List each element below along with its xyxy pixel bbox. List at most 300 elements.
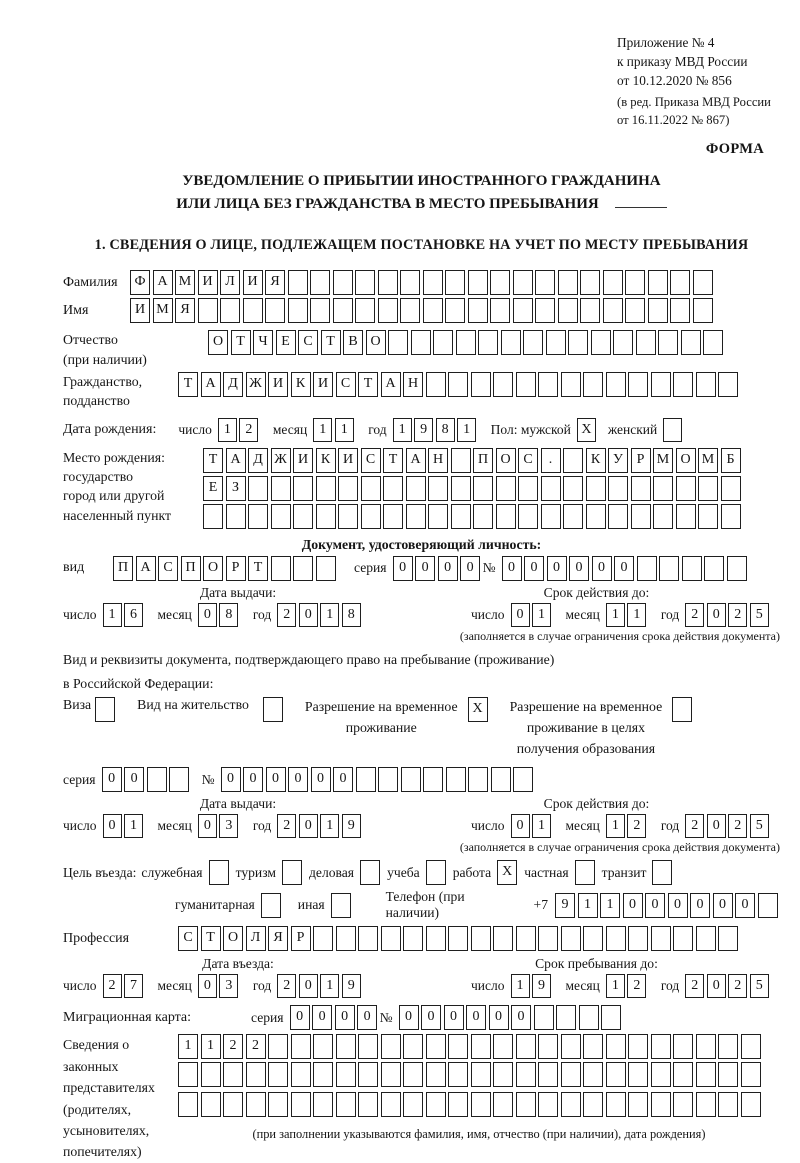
form-cell[interactable]: 2 (685, 974, 704, 998)
form-cell[interactable]: 0 (311, 767, 331, 792)
form-cell[interactable] (490, 270, 510, 295)
form-cell[interactable] (603, 298, 623, 323)
birth-month-cells[interactable] (313, 418, 356, 442)
form-cell[interactable]: П (181, 556, 201, 581)
form-cell[interactable] (648, 298, 668, 323)
form-cell[interactable]: 0 (299, 814, 318, 838)
form-cell[interactable]: 0 (335, 1005, 355, 1030)
form-cell[interactable] (586, 476, 606, 501)
form-cell[interactable]: 3 (219, 814, 238, 838)
form-cell[interactable] (628, 1092, 648, 1117)
form-cell[interactable]: 0 (243, 767, 263, 792)
form-cell[interactable] (583, 926, 603, 951)
form-cell[interactable]: С (518, 448, 538, 473)
form-cell[interactable] (471, 1062, 491, 1087)
form-cell[interactable] (636, 330, 656, 355)
form-cell[interactable] (583, 372, 603, 397)
form-cell[interactable] (718, 1062, 738, 1087)
form-cell[interactable]: 0 (290, 1005, 310, 1030)
form-cell[interactable] (628, 1034, 648, 1059)
form-cell[interactable] (336, 1034, 356, 1059)
form-cell[interactable]: А (153, 270, 173, 295)
form-cell[interactable]: 0 (415, 556, 435, 581)
form-cell[interactable] (426, 860, 446, 885)
form-cell[interactable]: 5 (750, 974, 769, 998)
entry-year-cells[interactable] (277, 974, 363, 998)
form-cell[interactable] (316, 476, 336, 501)
form-cell[interactable] (198, 298, 218, 323)
residence-series-cells[interactable] (102, 767, 192, 792)
form-cell[interactable] (403, 1034, 423, 1059)
form-cell[interactable]: 5 (750, 603, 769, 627)
form-cell[interactable] (516, 926, 536, 951)
form-cell[interactable]: 2 (728, 603, 747, 627)
form-cell[interactable] (558, 298, 578, 323)
form-cell[interactable] (248, 476, 268, 501)
form-cell[interactable] (568, 330, 588, 355)
form-cell[interactable] (268, 1092, 288, 1117)
purpose-opt4-checkbox[interactable] (426, 860, 446, 885)
form-cell[interactable] (676, 476, 696, 501)
form-cell[interactable]: 0 (735, 893, 755, 918)
form-cell[interactable] (653, 476, 673, 501)
form-cell[interactable] (516, 1092, 536, 1117)
citizenship-cells[interactable] (178, 372, 741, 397)
form-cell[interactable] (535, 298, 555, 323)
form-cell[interactable] (606, 1092, 626, 1117)
form-cell[interactable] (178, 1092, 198, 1117)
form-cell[interactable] (473, 504, 493, 529)
form-cell[interactable]: Т (178, 372, 198, 397)
given-name-cells[interactable] (130, 298, 715, 323)
form-cell[interactable] (659, 556, 679, 581)
form-cell[interactable] (591, 330, 611, 355)
form-cell[interactable]: 0 (502, 556, 522, 581)
form-cell[interactable]: 8 (219, 603, 238, 627)
form-cell[interactable]: 1 (218, 418, 237, 442)
form-cell[interactable] (358, 1062, 378, 1087)
form-cell[interactable] (313, 926, 333, 951)
form-cell[interactable] (333, 270, 353, 295)
residence-expiry-year-cells[interactable] (685, 814, 771, 838)
form-cell[interactable]: 1 (532, 814, 551, 838)
form-cell[interactable] (652, 860, 672, 885)
stay-month-cells[interactable] (606, 974, 649, 998)
form-cell[interactable]: И (293, 448, 313, 473)
birth-place-cells-row2[interactable] (203, 476, 743, 501)
form-cell[interactable]: 9 (414, 418, 433, 442)
form-cell[interactable] (490, 298, 510, 323)
guardians-cells-row1[interactable] (178, 1034, 763, 1059)
form-cell[interactable] (579, 1005, 599, 1030)
form-cell[interactable] (445, 270, 465, 295)
identity-doc-number-cells[interactable] (502, 556, 750, 581)
form-cell[interactable] (493, 1034, 513, 1059)
identity-expiry-day-cells[interactable] (511, 603, 554, 627)
form-cell[interactable]: 1 (600, 893, 620, 918)
form-cell[interactable]: 0 (288, 767, 308, 792)
form-cell[interactable]: 2 (277, 974, 296, 998)
purpose-opt9-checkbox[interactable] (331, 893, 351, 918)
identity-doc-type-cells[interactable] (113, 556, 338, 581)
form-cell[interactable] (608, 476, 628, 501)
form-cell[interactable] (696, 1092, 716, 1117)
form-cell[interactable] (147, 767, 167, 792)
form-cell[interactable] (291, 1034, 311, 1059)
form-cell[interactable] (310, 298, 330, 323)
form-cell[interactable] (538, 1034, 558, 1059)
form-cell[interactable]: З (226, 476, 246, 501)
form-cell[interactable] (493, 1092, 513, 1117)
form-cell[interactable]: Л (246, 926, 266, 951)
form-cell[interactable]: 1 (606, 814, 625, 838)
form-cell[interactable]: 1 (606, 603, 625, 627)
form-cell[interactable] (358, 1034, 378, 1059)
form-cell[interactable]: Т (248, 556, 268, 581)
purpose-opt6-checkbox[interactable] (575, 860, 595, 885)
form-cell[interactable] (558, 270, 578, 295)
form-cell[interactable] (456, 330, 476, 355)
form-cell[interactable] (693, 270, 713, 295)
form-cell[interactable] (625, 298, 645, 323)
form-cell[interactable] (451, 476, 471, 501)
form-cell[interactable]: М (653, 448, 673, 473)
form-cell[interactable] (575, 860, 595, 885)
form-cell[interactable]: 0 (103, 814, 122, 838)
form-cell[interactable]: 0 (511, 1005, 531, 1030)
form-cell[interactable] (406, 476, 426, 501)
migration-number-cells[interactable] (399, 1005, 624, 1030)
form-cell[interactable] (628, 372, 648, 397)
form-cell[interactable]: Я (175, 298, 195, 323)
form-cell[interactable] (411, 330, 431, 355)
form-cell[interactable]: Т (201, 926, 221, 951)
phone-number-cells[interactable] (555, 893, 780, 918)
residence-issue-year-cells[interactable] (277, 814, 363, 838)
form-cell[interactable] (583, 1062, 603, 1087)
form-cell[interactable] (448, 1034, 468, 1059)
form-cell[interactable]: 0 (569, 556, 589, 581)
visa-checkbox[interactable] (95, 697, 115, 722)
form-cell[interactable]: А (381, 372, 401, 397)
form-cell[interactable]: Ж (246, 372, 266, 397)
form-cell[interactable] (268, 1062, 288, 1087)
form-cell[interactable]: 0 (393, 556, 413, 581)
form-cell[interactable] (246, 1062, 266, 1087)
form-cell[interactable] (672, 697, 692, 722)
form-cell[interactable]: А (406, 448, 426, 473)
form-cell[interactable] (336, 1062, 356, 1087)
form-cell[interactable] (403, 1062, 423, 1087)
form-cell[interactable] (338, 476, 358, 501)
form-cell[interactable]: 0 (511, 814, 530, 838)
form-cell[interactable]: 2 (627, 814, 646, 838)
form-cell[interactable]: 0 (266, 767, 286, 792)
form-cell[interactable] (293, 556, 313, 581)
form-cell[interactable] (248, 504, 268, 529)
purpose-opt5-checkbox[interactable] (497, 860, 517, 885)
form-cell[interactable] (423, 270, 443, 295)
form-cell[interactable] (491, 767, 511, 792)
form-cell[interactable] (696, 1062, 716, 1087)
form-cell[interactable] (653, 504, 673, 529)
form-cell[interactable]: 0 (444, 1005, 464, 1030)
purpose-opt7-checkbox[interactable] (652, 860, 672, 885)
form-cell[interactable]: Я (268, 926, 288, 951)
form-cell[interactable]: 0 (614, 556, 634, 581)
form-cell[interactable] (261, 893, 281, 918)
form-cell[interactable] (583, 1092, 603, 1117)
form-cell[interactable]: 0 (489, 1005, 509, 1030)
form-cell[interactable]: Ж (271, 448, 291, 473)
form-cell[interactable] (586, 504, 606, 529)
form-cell[interactable]: 7 (124, 974, 143, 998)
form-cell[interactable] (426, 926, 446, 951)
form-cell[interactable] (563, 448, 583, 473)
form-cell[interactable] (681, 330, 701, 355)
form-cell[interactable] (246, 1092, 266, 1117)
form-cell[interactable]: 1 (320, 603, 339, 627)
form-cell[interactable] (361, 476, 381, 501)
identity-doc-series-cells[interactable] (393, 556, 483, 581)
form-cell[interactable]: Д (223, 372, 243, 397)
form-cell[interactable] (423, 298, 443, 323)
form-cell[interactable]: М (175, 270, 195, 295)
form-cell[interactable] (513, 767, 533, 792)
form-cell[interactable] (563, 504, 583, 529)
form-cell[interactable] (631, 504, 651, 529)
form-cell[interactable]: 2 (627, 974, 646, 998)
entry-month-cells[interactable] (198, 974, 241, 998)
form-cell[interactable]: Л (220, 270, 240, 295)
guardians-cells-row3[interactable] (178, 1092, 763, 1117)
form-cell[interactable] (682, 556, 702, 581)
form-cell[interactable] (448, 926, 468, 951)
form-cell[interactable] (493, 926, 513, 951)
form-cell[interactable]: 3 (219, 974, 238, 998)
form-cell[interactable]: И (338, 448, 358, 473)
form-cell[interactable] (534, 1005, 554, 1030)
form-cell[interactable] (220, 298, 240, 323)
form-cell[interactable]: 0 (299, 603, 318, 627)
form-cell[interactable]: 0 (333, 767, 353, 792)
form-cell[interactable] (426, 1062, 446, 1087)
form-cell[interactable] (696, 372, 716, 397)
form-cell[interactable] (561, 372, 581, 397)
form-cell[interactable] (471, 926, 491, 951)
form-cell[interactable]: 0 (623, 893, 643, 918)
form-cell[interactable] (383, 504, 403, 529)
form-cell[interactable] (651, 1092, 671, 1117)
form-cell[interactable] (209, 860, 229, 885)
form-cell[interactable] (338, 504, 358, 529)
form-cell[interactable] (698, 504, 718, 529)
form-cell[interactable]: Т (231, 330, 251, 355)
form-cell[interactable] (721, 504, 741, 529)
form-cell[interactable] (400, 270, 420, 295)
form-cell[interactable] (496, 504, 516, 529)
temp-permit-checkbox[interactable] (468, 697, 488, 722)
form-cell[interactable] (704, 556, 724, 581)
form-cell[interactable] (271, 556, 291, 581)
form-cell[interactable] (696, 926, 716, 951)
form-cell[interactable]: 1 (578, 893, 598, 918)
form-cell[interactable] (518, 504, 538, 529)
purpose-opt8-checkbox[interactable] (261, 893, 281, 918)
form-cell[interactable] (288, 270, 308, 295)
form-cell[interactable] (516, 1034, 536, 1059)
form-cell[interactable] (561, 1092, 581, 1117)
edu-permit-checkbox[interactable] (672, 697, 692, 722)
form-cell[interactable] (169, 767, 189, 792)
form-cell[interactable] (538, 372, 558, 397)
form-cell[interactable] (426, 1092, 446, 1117)
form-cell[interactable]: 0 (713, 893, 733, 918)
stay-year-cells[interactable] (685, 974, 771, 998)
form-cell[interactable]: 0 (421, 1005, 441, 1030)
form-cell[interactable] (651, 1062, 671, 1087)
form-cell[interactable] (606, 1034, 626, 1059)
form-cell[interactable] (563, 476, 583, 501)
form-cell[interactable]: 9 (532, 974, 551, 998)
form-cell[interactable] (538, 1092, 558, 1117)
form-cell[interactable]: 0 (511, 603, 530, 627)
form-cell[interactable] (648, 270, 668, 295)
form-cell[interactable]: 2 (277, 603, 296, 627)
form-cell[interactable]: Р (291, 926, 311, 951)
form-cell[interactable] (673, 372, 693, 397)
form-cell[interactable] (758, 893, 778, 918)
form-cell[interactable] (468, 270, 488, 295)
form-cell[interactable]: 1 (313, 418, 332, 442)
form-cell[interactable] (538, 1062, 558, 1087)
form-cell[interactable] (471, 372, 491, 397)
form-cell[interactable] (448, 372, 468, 397)
residence-number-cells[interactable] (221, 767, 536, 792)
form-cell[interactable] (316, 504, 336, 529)
form-cell[interactable] (658, 330, 678, 355)
form-cell[interactable] (727, 556, 747, 581)
form-cell[interactable] (561, 926, 581, 951)
form-cell[interactable]: X (497, 860, 517, 885)
form-cell[interactable]: 0 (668, 893, 688, 918)
form-cell[interactable] (451, 448, 471, 473)
form-cell[interactable]: О (366, 330, 386, 355)
form-cell[interactable] (282, 860, 302, 885)
residence-expiry-day-cells[interactable] (511, 814, 554, 838)
form-cell[interactable]: 9 (342, 814, 361, 838)
form-cell[interactable] (518, 476, 538, 501)
purpose-opt1-checkbox[interactable] (209, 860, 229, 885)
form-cell[interactable] (445, 298, 465, 323)
form-cell[interactable]: 0 (312, 1005, 332, 1030)
form-cell[interactable] (381, 1062, 401, 1087)
form-cell[interactable] (471, 1034, 491, 1059)
form-cell[interactable]: Б (721, 448, 741, 473)
form-cell[interactable] (663, 418, 682, 442)
form-cell[interactable]: 0 (198, 974, 217, 998)
form-cell[interactable] (580, 270, 600, 295)
form-cell[interactable] (606, 926, 626, 951)
form-cell[interactable] (406, 504, 426, 529)
birth-year-cells[interactable] (393, 418, 479, 442)
form-cell[interactable]: 2 (728, 974, 747, 998)
form-cell[interactable] (468, 767, 488, 792)
identity-expiry-month-cells[interactable] (606, 603, 649, 627)
form-cell[interactable] (613, 330, 633, 355)
surname-cells[interactable] (130, 270, 715, 295)
form-cell[interactable]: В (343, 330, 363, 355)
stay-day-cells[interactable] (511, 974, 554, 998)
form-cell[interactable]: 9 (342, 974, 361, 998)
form-cell[interactable] (383, 476, 403, 501)
form-cell[interactable]: 0 (102, 767, 122, 792)
form-cell[interactable]: Е (276, 330, 296, 355)
form-cell[interactable] (428, 476, 448, 501)
form-cell[interactable] (673, 1062, 693, 1087)
form-cell[interactable]: Т (358, 372, 378, 397)
form-cell[interactable]: А (201, 372, 221, 397)
form-cell[interactable] (741, 1034, 761, 1059)
form-cell[interactable] (561, 1062, 581, 1087)
form-cell[interactable]: 2 (246, 1034, 266, 1059)
form-cell[interactable]: О (223, 926, 243, 951)
form-cell[interactable]: 0 (198, 603, 217, 627)
form-cell[interactable] (293, 476, 313, 501)
form-cell[interactable]: М (153, 298, 173, 323)
form-cell[interactable]: 0 (460, 556, 480, 581)
form-cell[interactable] (355, 270, 375, 295)
form-cell[interactable] (741, 1062, 761, 1087)
form-cell[interactable]: У (608, 448, 628, 473)
form-cell[interactable]: 0 (645, 893, 665, 918)
form-cell[interactable] (721, 476, 741, 501)
form-cell[interactable] (625, 270, 645, 295)
form-cell[interactable]: 0 (299, 974, 318, 998)
form-cell[interactable] (523, 330, 543, 355)
form-cell[interactable]: 1 (606, 974, 625, 998)
form-cell[interactable] (360, 860, 380, 885)
form-cell[interactable]: 0 (221, 767, 241, 792)
form-cell[interactable]: 1 (457, 418, 476, 442)
form-cell[interactable] (473, 476, 493, 501)
form-cell[interactable] (361, 504, 381, 529)
form-cell[interactable] (606, 372, 626, 397)
form-cell[interactable]: Р (226, 556, 246, 581)
form-cell[interactable] (541, 476, 561, 501)
form-cell[interactable] (316, 556, 336, 581)
form-cell[interactable]: 0 (399, 1005, 419, 1030)
form-cell[interactable]: Я (265, 270, 285, 295)
form-cell[interactable] (401, 767, 421, 792)
form-cell[interactable]: 2 (728, 814, 747, 838)
form-cell[interactable]: 8 (342, 603, 361, 627)
form-cell[interactable]: 1 (320, 974, 339, 998)
form-cell[interactable]: 1 (103, 603, 122, 627)
form-cell[interactable]: 2 (685, 603, 704, 627)
form-cell[interactable] (333, 298, 353, 323)
form-cell[interactable]: А (136, 556, 156, 581)
form-cell[interactable] (741, 1092, 761, 1117)
form-cell[interactable]: X (577, 418, 596, 442)
birth-day-cells[interactable] (218, 418, 261, 442)
form-cell[interactable]: С (336, 372, 356, 397)
form-cell[interactable]: Т (203, 448, 223, 473)
form-cell[interactable] (718, 1092, 738, 1117)
form-cell[interactable] (580, 298, 600, 323)
form-cell[interactable] (423, 767, 443, 792)
form-cell[interactable] (201, 1092, 221, 1117)
